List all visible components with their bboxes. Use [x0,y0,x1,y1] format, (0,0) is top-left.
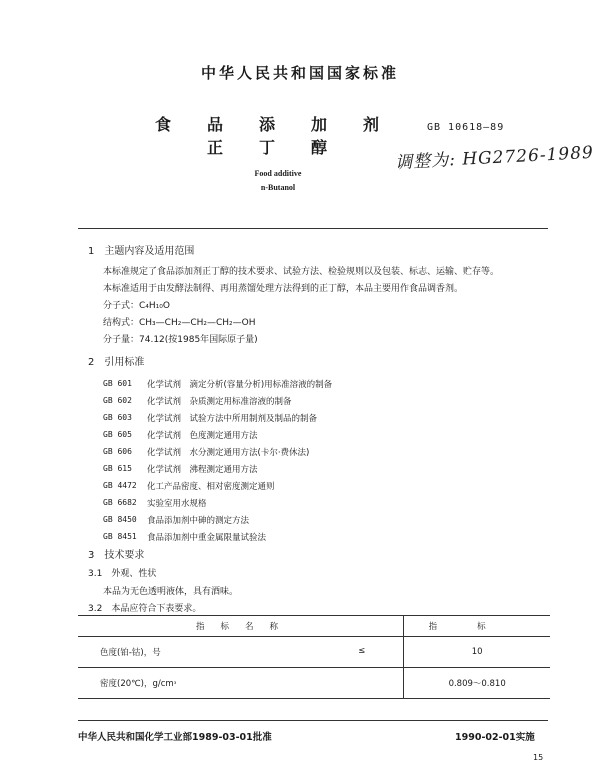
ref-title: 化学试剂 色度测定通用方法 [147,431,258,441]
ref-code: GB 605 [103,430,132,439]
section-2-heading: 2 引用标准 [88,357,145,368]
ref-title: 化学试剂 杂质测定用标准溶液的制备 [147,397,292,407]
subsection-3-1-text: 本品为无色透明液体，具有酒味。 [103,587,239,597]
ref-code: GB 615 [103,464,132,473]
table-header-row [78,616,550,637]
footer-divider [78,720,548,721]
ref-title: 食品添加剂中砷的测定方法 [147,516,250,526]
ref-code: GB 601 [103,379,132,388]
table-header-value: 指标 [404,616,550,637]
section-3-heading: 3 技术要求 [88,550,145,561]
ref-title: 化学试剂 滴定分析(容量分析)用标准溶液的制备 [147,380,333,390]
ref-code: GB 602 [103,396,132,405]
section-1-heading: 1 主题内容及适用范围 [88,246,195,257]
implementation-date: 1990-02-01实施 [455,732,535,743]
table-row [78,668,550,699]
subsection-3-2-heading: 3.2 本品应符合下表要求。 [88,604,202,614]
page-number: 15 [533,753,544,762]
table-row [78,637,550,668]
title-chinese-line2: 正丁醇 [207,138,364,157]
table-header-indicator: 指标名称 [78,616,404,637]
molecular-weight: 分子量：74.12(按1985年国际原子量) [103,335,258,345]
ref-title: 化学试剂 水分测定通用方法(卡尔·费休法) [147,448,310,458]
section-1-para1: 本标准规定了食品添加剂正丁醇的技术要求、试验方法、检验规则以及包装、标志、运输、贮存等。 [103,267,500,277]
row-unit: ³ [173,680,177,688]
title-chinese-line1: 食品添加剂 [155,115,416,134]
standard-number: GB 10618—89 [427,122,505,133]
handwritten-annotation: 调整为: HG2726-1989 [394,142,595,174]
ref-code: GB 8451 [103,532,137,541]
approval-info: 中华人民共和国化学工业部1989-03-01批准 [78,732,272,743]
row-qualifier: ≤ [358,646,366,656]
national-standard-heading: 中华人民共和国国家标准 [200,64,399,82]
spec-table [78,615,550,699]
header-divider [78,228,548,229]
ref-code: GB 4472 [103,481,137,490]
row-label: 密度(20℃)，g/cm [100,679,174,689]
row-value: 0.809～0.810 [404,668,550,699]
row-value: 10 [404,637,550,668]
structural-formula: 结构式：CH₃—CH₂—CH₂—CH₂—OH [103,318,256,328]
ref-title: 化学试剂 试验方法中所用制剂及制品的制备 [147,414,318,424]
subsection-3-1-heading: 3.1 外观、性状 [88,569,157,579]
row-label: 色度(铂-钴)，号 [100,648,161,658]
title-english-line1: Food additive [254,169,302,178]
ref-title: 实验室用水规格 [147,499,207,509]
ref-code: GB 8450 [103,515,137,524]
section-1-para2: 本标准适用于由发酵法制得、再用蒸馏处理方法得到的正丁醇，本品主要用作食品调香剂。 [103,284,464,294]
molecular-formula: 分子式：C₄H₁₀O [103,301,170,311]
ref-title: 化工产品密度、相对密度测定通则 [147,482,275,492]
ref-title: 食品添加剂中重金属限量试验法 [147,533,267,543]
ref-code: GB 6682 [103,498,137,507]
ref-code: GB 606 [103,447,132,456]
ref-code: GB 603 [103,413,132,422]
ref-title: 化学试剂 沸程测定通用方法 [147,465,258,475]
title-english-line2: n-Butanol [260,183,296,192]
